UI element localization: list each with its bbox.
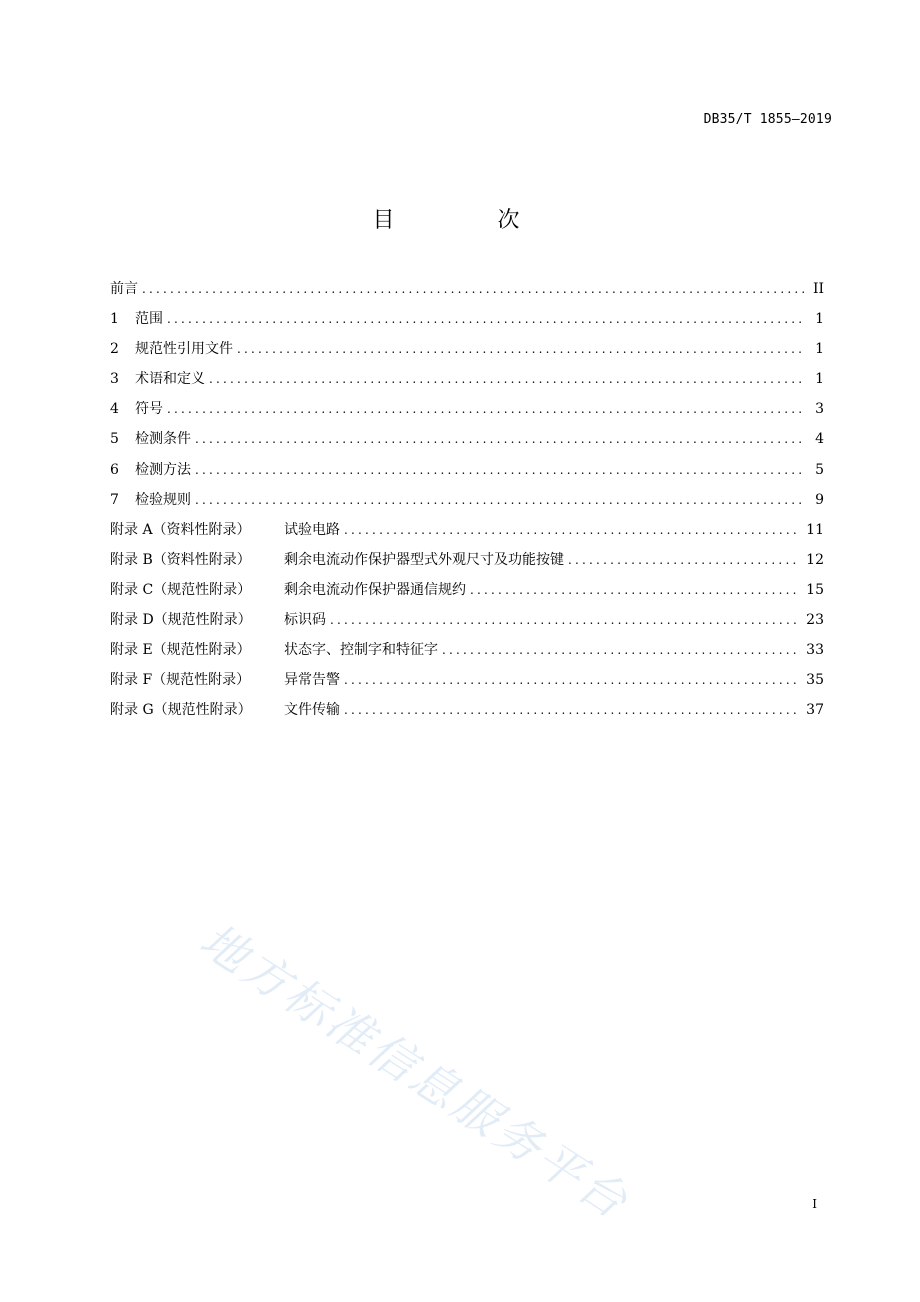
toc-entry[interactable] xyxy=(110,639,824,669)
toc-entry-label: 检测条件 xyxy=(135,431,191,448)
toc-dot-leader xyxy=(344,519,800,541)
toc-entry-page: 37 xyxy=(806,702,824,719)
toc-entry-appendix-prefix: 附录 G（规范性附录） xyxy=(110,702,252,719)
toc-entry-page: 5 xyxy=(815,461,824,478)
toc-entry-label: 前言 xyxy=(110,281,138,297)
toc-dot-leader xyxy=(237,338,804,360)
toc-dot-leader xyxy=(195,428,804,450)
toc-entry-label: 状态字、控制字和特征字 xyxy=(284,642,438,659)
page-title: 目 次 xyxy=(372,208,568,233)
toc-entry-page: 9 xyxy=(815,491,824,508)
toc-entry-page: 35 xyxy=(806,672,824,689)
toc-entry[interactable] xyxy=(110,368,824,398)
document-code: DB35/T 1855—2019 xyxy=(703,112,832,127)
toc-entry-page: 1 xyxy=(815,371,824,388)
toc-entry-number: 4 xyxy=(110,401,119,418)
toc-entry-page: 4 xyxy=(815,431,824,448)
toc-entry[interactable] xyxy=(110,609,824,639)
toc-entry-label: 范围 xyxy=(135,311,163,328)
toc-entry-page: 1 xyxy=(815,341,824,358)
toc-entry-page: 33 xyxy=(806,642,824,659)
toc-dot-leader xyxy=(142,278,804,300)
toc-entry-appendix-prefix: 附录 C（规范性附录） xyxy=(110,581,252,598)
toc-entry[interactable] xyxy=(110,699,824,729)
toc-entry-label: 检验规则 xyxy=(135,491,191,508)
toc-entry-appendix-prefix: 附录 D（规范性附录） xyxy=(110,612,252,629)
toc-entry-page: 1 xyxy=(815,311,824,328)
toc-entry-page: 15 xyxy=(806,581,824,598)
toc-dot-leader xyxy=(330,609,800,631)
toc-entry[interactable] xyxy=(110,579,824,609)
toc-dot-leader xyxy=(344,669,800,691)
toc-entry-number: 6 xyxy=(110,461,119,478)
toc-entry-number: 7 xyxy=(110,491,119,508)
toc-entry-appendix-prefix: 附录 A（资料性附录） xyxy=(110,521,251,538)
toc-dot-leader xyxy=(209,368,804,390)
toc-entry-label: 文件传输 xyxy=(284,702,340,719)
toc-entry[interactable] xyxy=(110,489,824,519)
toc-entry[interactable] xyxy=(110,459,824,489)
toc-entry-number: 1 xyxy=(110,311,119,328)
toc-entry-page: 11 xyxy=(806,521,824,538)
toc-entry-label: 符号 xyxy=(135,401,163,418)
toc-entry-label: 检测方法 xyxy=(135,461,191,478)
toc-entry-page: II xyxy=(812,281,824,297)
toc-dot-leader xyxy=(470,579,800,601)
toc-entry-label: 试验电路 xyxy=(284,521,340,538)
toc-entry-number: 5 xyxy=(110,431,119,448)
toc-entry[interactable] xyxy=(110,669,824,699)
toc-entry-appendix-prefix: 附录 B（资料性附录） xyxy=(110,551,251,568)
toc-entry[interactable] xyxy=(110,308,824,338)
toc-dot-leader xyxy=(568,549,800,571)
toc-dot-leader xyxy=(195,489,804,511)
toc-entry[interactable] xyxy=(110,398,824,428)
toc-entry-page: 23 xyxy=(806,612,824,629)
toc-entry-number: 3 xyxy=(110,371,119,388)
toc-dot-leader xyxy=(195,459,804,481)
toc-entry[interactable] xyxy=(110,519,824,549)
toc-entry[interactable] xyxy=(110,428,824,458)
toc-entry[interactable] xyxy=(110,278,824,308)
page-number: I xyxy=(812,1197,817,1211)
toc-entry-label: 剩余电流动作保护器型式外观尺寸及功能按键 xyxy=(284,551,564,568)
toc-entry-appendix-prefix: 附录 E（规范性附录） xyxy=(110,642,251,659)
toc-entry-label: 标识码 xyxy=(284,612,326,629)
toc-entry-appendix-prefix: 附录 F（规范性附录） xyxy=(110,672,251,689)
toc-dot-leader xyxy=(344,699,800,721)
toc-dot-leader xyxy=(167,398,804,420)
toc-entry[interactable] xyxy=(110,549,824,579)
toc-entry-label: 异常告警 xyxy=(284,672,340,689)
toc-dot-leader xyxy=(167,308,804,330)
toc-entry-page: 3 xyxy=(815,401,824,418)
toc-entry-number: 2 xyxy=(110,341,119,358)
toc-entry-page: 12 xyxy=(806,551,824,568)
table-of-contents xyxy=(110,278,824,729)
watermark-text: 地方标准信息服务平台 xyxy=(190,912,640,1231)
toc-entry[interactable] xyxy=(110,338,824,368)
toc-entry-label: 术语和定义 xyxy=(135,371,205,388)
toc-entry-label: 剩余电流动作保护器通信规约 xyxy=(284,581,466,598)
toc-entry-label: 规范性引用文件 xyxy=(135,341,233,358)
toc-dot-leader xyxy=(442,639,800,661)
